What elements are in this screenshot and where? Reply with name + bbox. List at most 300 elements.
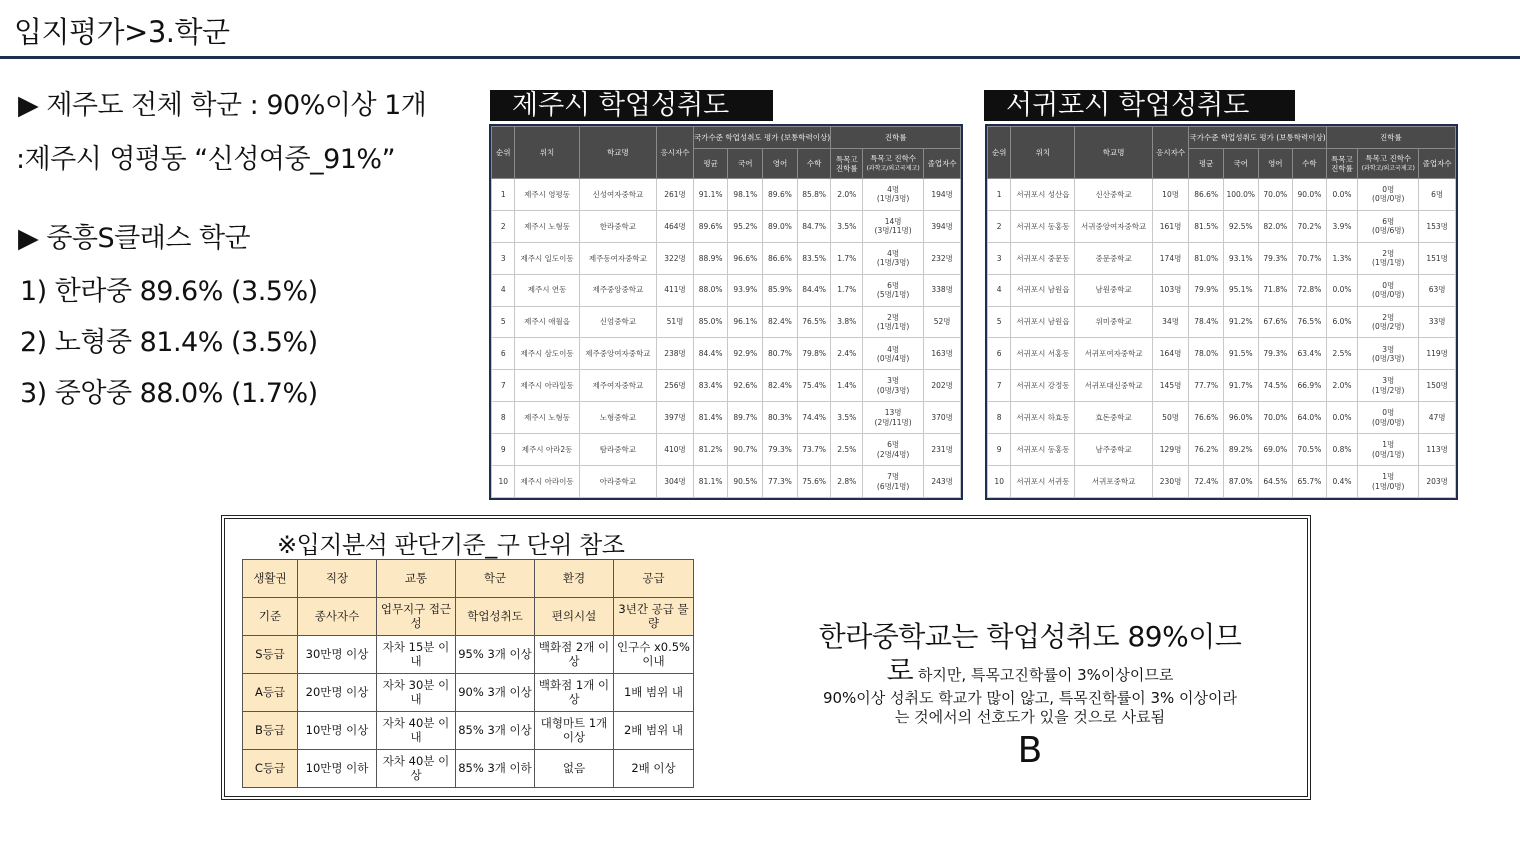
- criteria-cell: 학업성취도: [456, 598, 535, 636]
- table-cell: 1.3%: [1326, 242, 1358, 274]
- col-header: 학교명: [579, 127, 656, 179]
- table-cell: 88.9%: [693, 242, 728, 274]
- table-cell: 72.4%: [1189, 466, 1224, 498]
- table-cell: 145명: [1152, 370, 1189, 402]
- table-cell: 80.3%: [763, 402, 798, 434]
- table-cell: 91.7%: [1223, 370, 1258, 402]
- table-cell: 서귀포여자중학교: [1075, 338, 1152, 370]
- table-row: [988, 179, 1456, 211]
- table-cell: 70.7%: [1293, 242, 1327, 274]
- table-cell: 85.8%: [797, 179, 831, 211]
- table-cell: 85.0%: [693, 306, 728, 338]
- table-row: [988, 466, 1456, 498]
- conclusion-line: 90%이상 성취도 학교가 많이 않고, 특목진학률이 3% 이상이라: [822, 689, 1238, 707]
- table-cell: 232명: [924, 242, 961, 274]
- table-cell: 노형중학교: [579, 402, 656, 434]
- table-cell: 70.0%: [1258, 179, 1293, 211]
- criteria-cell: 인구수 x0.5% 이내: [614, 636, 694, 674]
- table-cell: 3: [988, 242, 1011, 274]
- table-cell: 96.1%: [728, 306, 763, 338]
- table-cell: 129명: [1152, 434, 1189, 466]
- table-cell: 85.9%: [763, 274, 798, 306]
- table-cell: 제주시 아라일동: [515, 370, 579, 402]
- table-cell: 113명: [1419, 434, 1456, 466]
- table-cell: 86.6%: [1189, 179, 1224, 211]
- table-cell: 338명: [924, 274, 961, 306]
- col-header: 응시자수: [657, 127, 694, 179]
- table-cell: 79.9%: [1189, 274, 1224, 306]
- table-cell: 신산중학교: [1075, 179, 1152, 211]
- table-cell: 161명: [1152, 210, 1189, 242]
- table-cell: 103명: [1152, 274, 1189, 306]
- table-cell: 76.5%: [797, 306, 831, 338]
- table-cell: 0명 (0명/0명): [1358, 274, 1419, 306]
- group-header: 진학률: [831, 127, 961, 149]
- table-cell: 서귀포시 하효동: [1011, 402, 1075, 434]
- table-cell: 83.5%: [797, 242, 831, 274]
- table-cell: 91.2%: [1223, 306, 1258, 338]
- table-cell: 89.6%: [763, 179, 798, 211]
- table-cell: 34명: [1152, 306, 1189, 338]
- table-cell: 72.8%: [1293, 274, 1327, 306]
- table-cell: 3: [492, 242, 515, 274]
- table-row: [492, 274, 961, 306]
- conclusion-line: 로 하지만, 특목고진학률이 3%이상이므로: [886, 654, 1174, 687]
- table-cell: 6명 (5명/1명): [863, 274, 924, 306]
- table-cell: 10명: [1152, 179, 1189, 211]
- table-cell: 93.9%: [728, 274, 763, 306]
- table-cell: 79.8%: [797, 338, 831, 370]
- bullet-line: 3) 중앙중 88.0% (1.7%): [20, 378, 318, 409]
- table-cell: 0명 (0명/0명): [1358, 179, 1419, 211]
- table-cell: 3명 (1명/2명): [1358, 370, 1419, 402]
- table-cell: 66.9%: [1293, 370, 1327, 402]
- table-cell: 151명: [1419, 242, 1456, 274]
- table-cell: 202명: [924, 370, 961, 402]
- table-row: [492, 210, 961, 242]
- table-cell: 92.5%: [1223, 210, 1258, 242]
- col-header: 국어: [728, 149, 763, 179]
- table-cell: 394명: [924, 210, 961, 242]
- table-cell: 90.7%: [728, 434, 763, 466]
- table-cell: 7: [492, 370, 515, 402]
- criteria-row: [243, 636, 694, 674]
- table-row: [988, 370, 1456, 402]
- table-cell: 7명 (6명/1명): [863, 466, 924, 498]
- table-cell: 256명: [657, 370, 694, 402]
- criteria-cell: 자차 40분 이상: [377, 750, 456, 788]
- col-header: 순위: [492, 127, 515, 179]
- table-cell: 63.4%: [1293, 338, 1327, 370]
- table-cell: 64.0%: [1293, 402, 1327, 434]
- jeju-table-body: [492, 179, 961, 498]
- table-row: [492, 402, 961, 434]
- group-header: 국가수준 학업성취도 평가 (보통학력이상): [693, 127, 831, 149]
- table-cell: 3.8%: [831, 306, 863, 338]
- table-cell: 73.7%: [797, 434, 831, 466]
- criteria-cell: 자차 40분 이내: [377, 712, 456, 750]
- table-cell: 51명: [657, 306, 694, 338]
- table-cell: 서귀중앙여자중학교: [1075, 210, 1152, 242]
- col-header: 특목고 진학수 (과학고/외고국제고): [863, 149, 924, 179]
- table-cell: 제주시 애월읍: [515, 306, 579, 338]
- seogwipo-table-title: 서귀포시 학업성취도: [984, 90, 1295, 121]
- criteria-grade-cell: C등급: [243, 750, 298, 788]
- table-cell: 제주여자중학교: [579, 370, 656, 402]
- table-cell: 아라중학교: [579, 466, 656, 498]
- table-cell: 5: [492, 306, 515, 338]
- table-cell: 77.3%: [763, 466, 798, 498]
- table-cell: 0.0%: [1326, 179, 1358, 211]
- table-cell: 서귀포시 서홍동: [1011, 338, 1075, 370]
- table-cell: 153명: [1419, 210, 1456, 242]
- table-cell: 464명: [657, 210, 694, 242]
- table-cell: 33명: [1419, 306, 1456, 338]
- table-cell: 100.0%: [1223, 179, 1258, 211]
- table-row: [988, 402, 1456, 434]
- table-cell: 79.3%: [1258, 338, 1293, 370]
- table-cell: 75.4%: [797, 370, 831, 402]
- table-cell: 70.2%: [1293, 210, 1327, 242]
- table-cell: 83.4%: [693, 370, 728, 402]
- table-cell: 91.1%: [693, 179, 728, 211]
- table-cell: 2.5%: [831, 434, 863, 466]
- table-cell: 84.4%: [693, 338, 728, 370]
- table-cell: 4: [492, 274, 515, 306]
- table-cell: 2: [492, 210, 515, 242]
- table-cell: 6.0%: [1326, 306, 1358, 338]
- criteria-cell: 85% 3개 이상: [456, 712, 535, 750]
- col-header: 응시자수: [1152, 127, 1189, 179]
- table-row: [988, 274, 1456, 306]
- criteria-cell: 없음: [535, 750, 614, 788]
- table-cell: 2명 (1명/1명): [1358, 242, 1419, 274]
- table-cell: 89.7%: [728, 402, 763, 434]
- table-cell: 3명 (0명/3명): [863, 370, 924, 402]
- table-cell: 63명: [1419, 274, 1456, 306]
- table-cell: 2.4%: [831, 338, 863, 370]
- table-cell: 81.5%: [1189, 210, 1224, 242]
- table-cell: 410명: [657, 434, 694, 466]
- table-cell: 95.2%: [728, 210, 763, 242]
- table-cell: 5: [988, 306, 1011, 338]
- table-cell: 1: [988, 179, 1011, 211]
- criteria-header-cell: 공급: [614, 560, 694, 598]
- criteria-row: [243, 598, 694, 636]
- table-row: [988, 306, 1456, 338]
- table-cell: 2.5%: [1326, 338, 1358, 370]
- table-cell: 238명: [657, 338, 694, 370]
- table-cell: 9: [988, 434, 1011, 466]
- table-cell: 67.6%: [1258, 306, 1293, 338]
- criteria-grade-cell: 기준: [243, 598, 298, 636]
- criteria-header-row: [243, 560, 694, 598]
- table-cell: 2.0%: [831, 179, 863, 211]
- table-cell: 제주시 노형동: [515, 402, 579, 434]
- table-row: [492, 338, 961, 370]
- table-cell: 서귀포중학교: [1075, 466, 1152, 498]
- table-cell: 제주시 영평동: [515, 179, 579, 211]
- table-cell: 89.6%: [693, 210, 728, 242]
- criteria-cell: 3년간 공급 물량: [614, 598, 694, 636]
- table-cell: 6명 (0명/6명): [1358, 210, 1419, 242]
- table-cell: 1명 (0명/1명): [1358, 434, 1419, 466]
- table-cell: 77.7%: [1189, 370, 1224, 402]
- table-cell: 84.4%: [797, 274, 831, 306]
- table-cell: 효돈중학교: [1075, 402, 1152, 434]
- table-cell: 제주시 아라2동: [515, 434, 579, 466]
- table-cell: 76.6%: [1189, 402, 1224, 434]
- table-cell: 제주중앙중학교: [579, 274, 656, 306]
- criteria-cell: 자차 30분 이내: [377, 674, 456, 712]
- table-cell: 제주시 일도이동: [515, 242, 579, 274]
- criteria-cell: 20만명 이상: [298, 674, 377, 712]
- table-cell: 1.7%: [831, 242, 863, 274]
- table-cell: 84.7%: [797, 210, 831, 242]
- table-cell: 서귀포시 동홍동: [1011, 210, 1075, 242]
- table-cell: 79.3%: [1258, 242, 1293, 274]
- table-cell: 88.0%: [693, 274, 728, 306]
- table-row: [492, 370, 961, 402]
- jeju-achievement-table: [489, 124, 963, 500]
- criteria-header-cell: 환경: [535, 560, 614, 598]
- criteria-header-cell: 교통: [377, 560, 456, 598]
- table-row: [492, 434, 961, 466]
- criteria-row: [243, 750, 694, 788]
- criteria-cell: 업무지구 접근성: [377, 598, 456, 636]
- table-cell: 0.0%: [1326, 274, 1358, 306]
- bullet-line: ▶ 중흥S클래스 학군: [18, 223, 251, 254]
- table-cell: 82.4%: [763, 306, 798, 338]
- bullet-line: ▶ 제주도 전체 학군 : 90%이상 1개: [18, 90, 427, 121]
- table-row: [492, 179, 961, 211]
- table-cell: 제주시 연동: [515, 274, 579, 306]
- table-cell: 89.0%: [763, 210, 798, 242]
- criteria-cell: 백화점 1개 이상: [535, 674, 614, 712]
- bullet-line: :제주시 영평동 “신성여중_91%”: [16, 144, 396, 175]
- table-row: [988, 434, 1456, 466]
- criteria-table: [242, 559, 694, 788]
- table-row: [492, 306, 961, 338]
- table-cell: 3.5%: [831, 402, 863, 434]
- table-cell: 65.7%: [1293, 466, 1327, 498]
- table-cell: 93.1%: [1223, 242, 1258, 274]
- table-cell: 411명: [657, 274, 694, 306]
- table-row: [988, 338, 1456, 370]
- table-cell: 89.2%: [1223, 434, 1258, 466]
- seogwipo-table-body: [988, 179, 1456, 498]
- table-row: [988, 242, 1456, 274]
- criteria-cell: 자차 15분 이내: [377, 636, 456, 674]
- criteria-cell: 85% 3개 이하: [456, 750, 535, 788]
- table-cell: 150명: [1419, 370, 1456, 402]
- conclusion-block: [795, 620, 1265, 773]
- table-cell: 4: [988, 274, 1011, 306]
- table-cell: 76.2%: [1189, 434, 1224, 466]
- table-cell: 3.9%: [1326, 210, 1358, 242]
- col-header: 학교명: [1075, 127, 1152, 179]
- criteria-cell: 2배 이상: [614, 750, 694, 788]
- table-cell: 4명 (1명/3명): [863, 179, 924, 211]
- table-cell: 90.5%: [728, 466, 763, 498]
- table-cell: 119명: [1419, 338, 1456, 370]
- criteria-grade-cell: A등급: [243, 674, 298, 712]
- table-cell: 75.6%: [797, 466, 831, 498]
- col-header: 영어: [763, 149, 798, 179]
- col-header: 특목고 진학수 (과학고/외고국제고): [1358, 149, 1419, 179]
- table-cell: 96.6%: [728, 242, 763, 274]
- table-cell: 163명: [924, 338, 961, 370]
- col-header: 평균: [1189, 149, 1224, 179]
- table-cell: 3명 (0명/3명): [1358, 338, 1419, 370]
- table-cell: 1명 (1명/0명): [1358, 466, 1419, 498]
- table-cell: 8: [988, 402, 1011, 434]
- table-cell: 7: [988, 370, 1011, 402]
- table-cell: 4명 (1명/3명): [863, 242, 924, 274]
- col-header: 평균: [693, 149, 728, 179]
- table-cell: 1.7%: [831, 274, 863, 306]
- table-cell: 탐라중학교: [579, 434, 656, 466]
- table-cell: 397명: [657, 402, 694, 434]
- table-cell: 제주동여자중학교: [579, 242, 656, 274]
- table-row: [492, 466, 961, 498]
- table-cell: 74.5%: [1258, 370, 1293, 402]
- table-cell: 제주시 삼도이동: [515, 338, 579, 370]
- col-header: 졸업자수: [924, 149, 961, 179]
- table-cell: 2: [988, 210, 1011, 242]
- col-header: 수학: [1293, 149, 1327, 179]
- table-cell: 81.2%: [693, 434, 728, 466]
- seogwipo-achievement-table: [985, 124, 1458, 500]
- table-row: [492, 242, 961, 274]
- table-cell: 80.7%: [763, 338, 798, 370]
- table-cell: 164명: [1152, 338, 1189, 370]
- criteria-cell: 10만명 이하: [298, 750, 377, 788]
- table-cell: 신엄중학교: [579, 306, 656, 338]
- table-cell: 243명: [924, 466, 961, 498]
- table-cell: 230명: [1152, 466, 1189, 498]
- table-cell: 10: [492, 466, 515, 498]
- table-cell: 9: [492, 434, 515, 466]
- table-cell: 2.8%: [831, 466, 863, 498]
- col-header: 특목고 진학률: [831, 149, 863, 179]
- table-cell: 서귀포시 동홍동: [1011, 434, 1075, 466]
- table-cell: 64.5%: [1258, 466, 1293, 498]
- table-cell: 14명 (3명/11명): [863, 210, 924, 242]
- table-cell: 71.8%: [1258, 274, 1293, 306]
- table-cell: 81.1%: [693, 466, 728, 498]
- table-cell: 2명 (1명/1명): [863, 306, 924, 338]
- table-cell: 78.0%: [1189, 338, 1224, 370]
- table-cell: 86.6%: [763, 242, 798, 274]
- table-cell: 위미중학교: [1075, 306, 1152, 338]
- criteria-header-cell: 생활권: [243, 560, 298, 598]
- table-cell: 194명: [924, 179, 961, 211]
- table-cell: 70.5%: [1293, 434, 1327, 466]
- table-cell: 6: [988, 338, 1011, 370]
- criteria-cell: 90% 3개 이상: [456, 674, 535, 712]
- table-cell: 서귀포시 성산읍: [1011, 179, 1075, 211]
- header-divider: [0, 56, 1520, 59]
- table-cell: 0명 (0명/0명): [1358, 402, 1419, 434]
- table-cell: 87.0%: [1223, 466, 1258, 498]
- table-cell: 174명: [1152, 242, 1189, 274]
- table-cell: 322명: [657, 242, 694, 274]
- table-cell: 2.0%: [1326, 370, 1358, 402]
- group-header: 진학률: [1326, 127, 1455, 149]
- table-cell: 10: [988, 466, 1011, 498]
- table-cell: 50명: [1152, 402, 1189, 434]
- table-cell: 0.4%: [1326, 466, 1358, 498]
- table-cell: 203명: [1419, 466, 1456, 498]
- table-cell: 0.0%: [1326, 402, 1358, 434]
- table-cell: 6명 (2명/4명): [863, 434, 924, 466]
- bullet-line: 2) 노형중 81.4% (3.5%): [20, 327, 318, 358]
- table-cell: 69.0%: [1258, 434, 1293, 466]
- table-cell: 1: [492, 179, 515, 211]
- table-cell: 76.5%: [1293, 306, 1327, 338]
- table-cell: 96.0%: [1223, 402, 1258, 434]
- criteria-cell: 백화점 2개 이상: [535, 636, 614, 674]
- criteria-grade-cell: B등급: [243, 712, 298, 750]
- col-header: 국어: [1223, 149, 1258, 179]
- table-cell: 70.0%: [1258, 402, 1293, 434]
- table-cell: 92.9%: [728, 338, 763, 370]
- table-cell: 8: [492, 402, 515, 434]
- table-row: [988, 210, 1456, 242]
- table-cell: 90.0%: [1293, 179, 1327, 211]
- table-cell: 서귀포시 남원읍: [1011, 306, 1075, 338]
- conclusion-line: 한라중학교는 학업성취도 89%이므: [818, 620, 1242, 653]
- table-cell: 서귀포대신중학교: [1075, 370, 1152, 402]
- table-cell: 신성여자중학교: [579, 179, 656, 211]
- criteria-cell: 1배 범위 내: [614, 674, 694, 712]
- criteria-cell: 편의시설: [535, 598, 614, 636]
- table-cell: 제주중앙여자중학교: [579, 338, 656, 370]
- criteria-cell: 종사자수: [298, 598, 377, 636]
- table-cell: 52명: [924, 306, 961, 338]
- conclusion-line: 는 것에서의 선호도가 있을 것으로 사료됨: [894, 708, 1166, 726]
- criteria-row: [243, 674, 694, 712]
- table-cell: 3.5%: [831, 210, 863, 242]
- col-header: 순위: [988, 127, 1011, 179]
- grade-result: B: [1017, 730, 1043, 771]
- col-header: 특목고 진학률: [1326, 149, 1358, 179]
- table-cell: 79.3%: [763, 434, 798, 466]
- table-cell: 304명: [657, 466, 694, 498]
- criteria-header-cell: 직장: [298, 560, 377, 598]
- group-header: 국가수준 학업성취도 평가 (보통학력이상): [1189, 127, 1326, 149]
- criteria-cell: 30만명 이상: [298, 636, 377, 674]
- table-cell: 92.6%: [728, 370, 763, 402]
- table-cell: 6: [492, 338, 515, 370]
- criteria-row: [243, 712, 694, 750]
- table-cell: 78.4%: [1189, 306, 1224, 338]
- table-cell: 95.1%: [1223, 274, 1258, 306]
- table-cell: 제주시 아라이동: [515, 466, 579, 498]
- table-cell: 서귀포시 중문동: [1011, 242, 1075, 274]
- table-cell: 서귀포시 남원읍: [1011, 274, 1075, 306]
- table-cell: 47명: [1419, 402, 1456, 434]
- col-header: 수학: [797, 149, 831, 179]
- col-header: 영어: [1258, 149, 1293, 179]
- table-cell: 0.8%: [1326, 434, 1358, 466]
- table-cell: 74.4%: [797, 402, 831, 434]
- table-cell: 중문중학교: [1075, 242, 1152, 274]
- table-cell: 13명 (2명/11명): [863, 402, 924, 434]
- table-cell: 81.0%: [1189, 242, 1224, 274]
- table-cell: 2명 (0명/2명): [1358, 306, 1419, 338]
